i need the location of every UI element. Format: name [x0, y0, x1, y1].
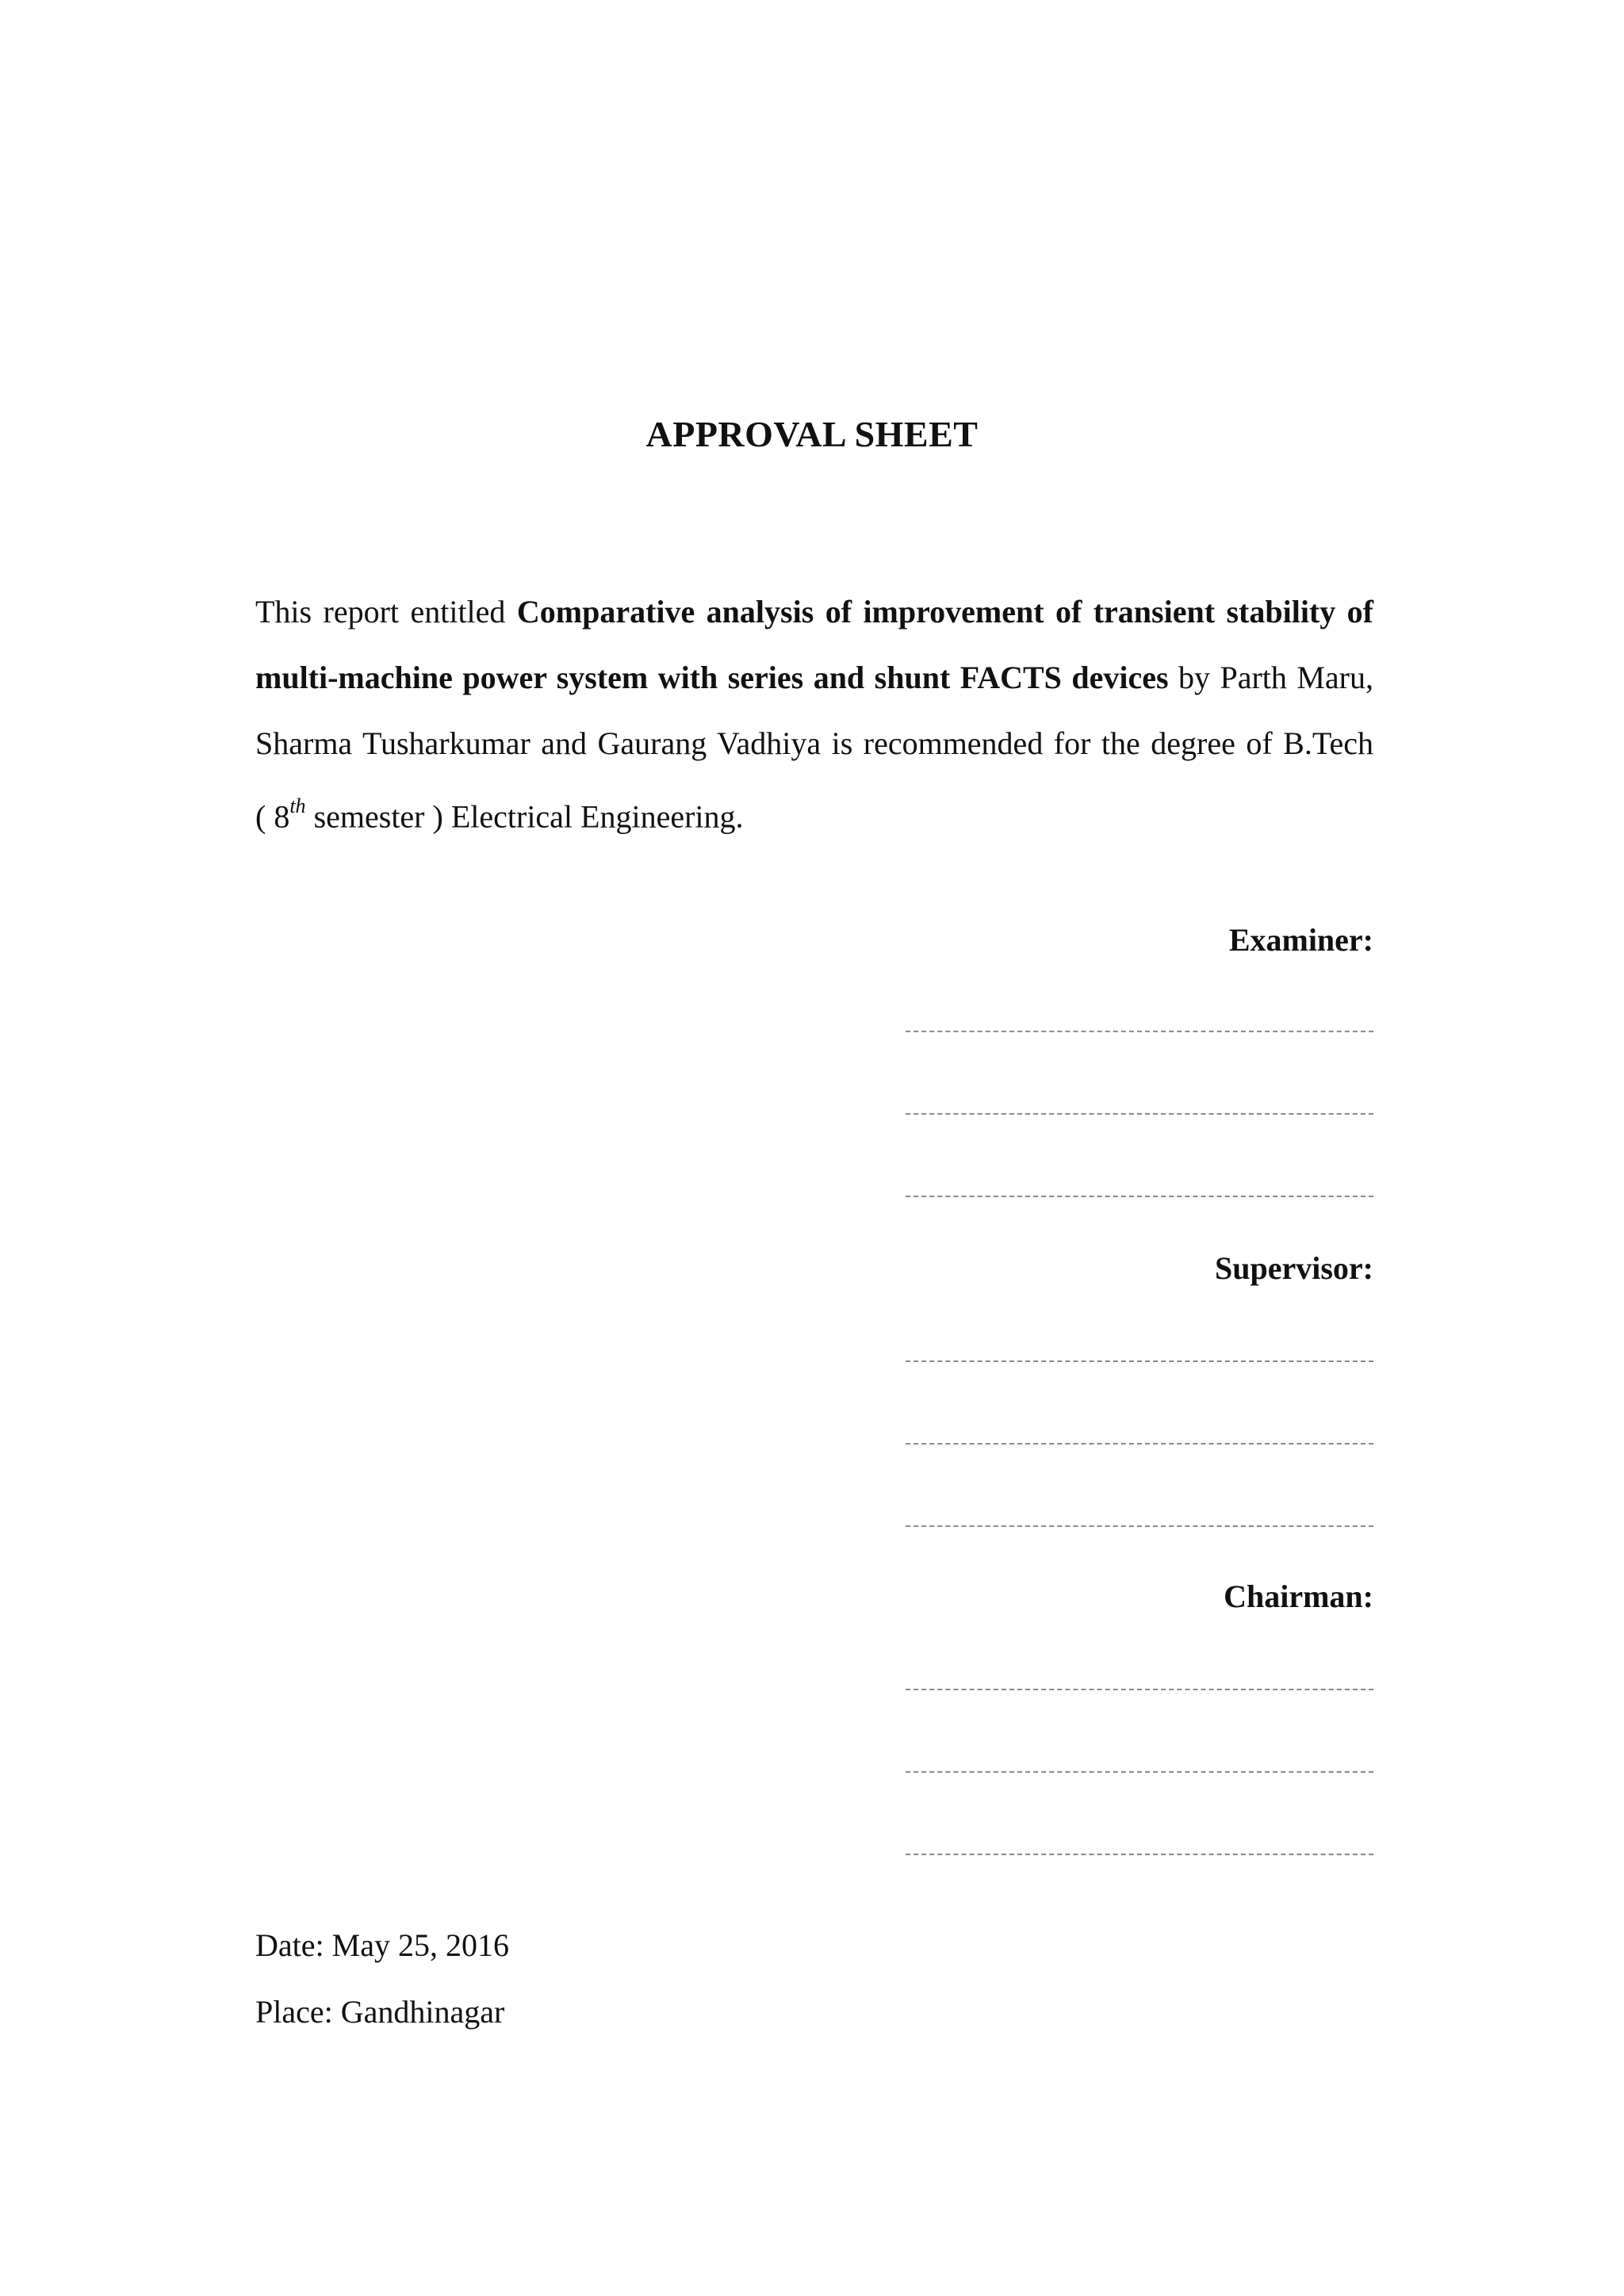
semester-open: ( 8	[255, 798, 290, 835]
examiner-signature-line-3	[906, 1196, 1373, 1197]
chairman-label: Chairman:	[1224, 1578, 1373, 1614]
statement-line-1	[255, 579, 1373, 645]
page-title: APPROVAL SHEET	[645, 414, 979, 454]
supervisor-label: Supervisor:	[1215, 1250, 1373, 1286]
report-title-part-1: Comparative analysis of improvement of transient stability of	[516, 594, 1373, 629]
approval-place: Place: Gandhinagar	[255, 1994, 505, 2030]
chairman-signature-line-1	[906, 1689, 1373, 1690]
semester-ordinal: th	[289, 794, 306, 817]
chairman-signature-line-3	[906, 1854, 1373, 1855]
examiner-signature-line-2	[906, 1113, 1373, 1115]
supervisor-signature-line-2	[906, 1443, 1373, 1445]
statement-line-2	[255, 645, 1373, 710]
supervisor-signature-line-1	[906, 1360, 1373, 1362]
statement-intro: This report entitled	[255, 594, 517, 629]
statement-line-3: Sharma Tusharkumar and Gaurang Vadhiya is recommended for the degree of B.Tech	[255, 725, 1373, 761]
examiner-label: Examiner:	[1228, 922, 1373, 958]
examiner-signature-line-1	[906, 1031, 1373, 1032]
semester-rest: semester ) Electrical Engineering.	[305, 798, 744, 835]
approval-statement	[255, 579, 1373, 842]
supervisor-signature-line-3	[906, 1525, 1373, 1527]
approval-date: Date: May 25, 2016	[255, 1927, 509, 1963]
report-title-part-2: multi-machine power system with series and shunt FACTS devices	[255, 660, 1169, 695]
chairman-signature-line-2	[906, 1771, 1373, 1773]
authors-part-1: by Parth Maru,	[1168, 660, 1374, 695]
statement-line-4	[255, 776, 1373, 842]
